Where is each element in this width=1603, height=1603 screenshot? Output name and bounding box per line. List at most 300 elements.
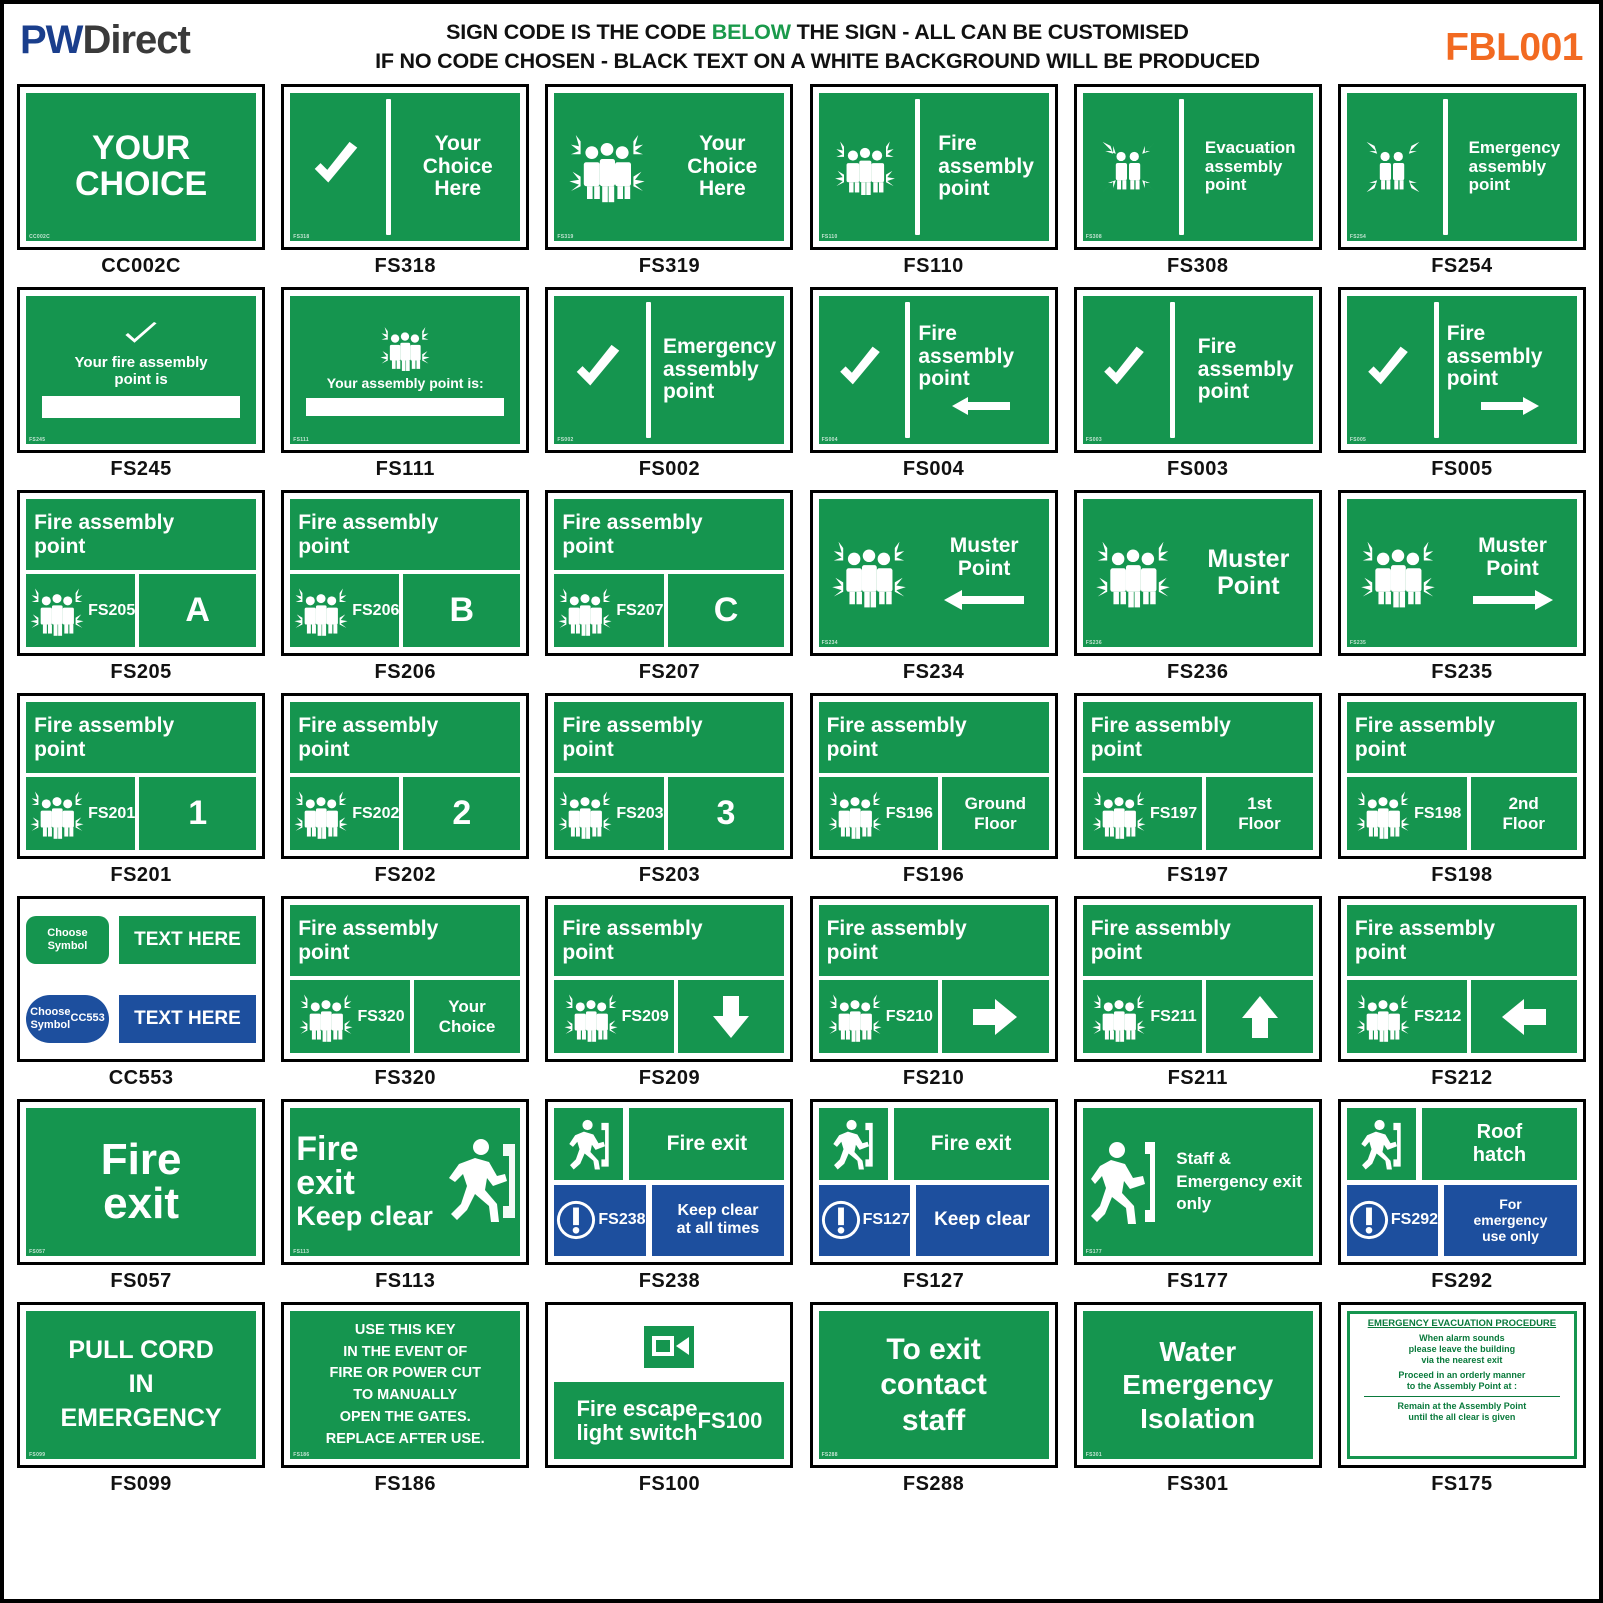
sign-fs175 (1347, 1311, 1577, 1459)
sign-line: point (1354, 940, 1407, 964)
sign-code-caption: FS210 (902, 1067, 965, 1089)
assembly-icon-panel (554, 574, 663, 647)
sign-cell-fs201 (14, 693, 268, 896)
sign-box[interactable] (1338, 1099, 1586, 1265)
sign-line: point (298, 940, 350, 964)
fill-in-field[interactable] (306, 398, 504, 416)
exit-pictogram-panel (554, 1108, 623, 1180)
proc-line: Proceed in an orderly manner (1398, 1370, 1526, 1381)
sign-header (819, 702, 1049, 773)
exclamation-circle-icon (819, 1198, 863, 1242)
sign-box[interactable] (281, 287, 529, 453)
exit-pictogram-panel (1347, 1108, 1416, 1180)
sign-box[interactable] (1338, 287, 1586, 453)
sign-cell-fs057 (14, 1099, 268, 1302)
page-header (14, 10, 1589, 84)
sign-fs196 (819, 702, 1049, 850)
running-man-exit-icon (1359, 1117, 1403, 1171)
sign-cell-fs198 (1335, 693, 1589, 896)
sign-header (26, 499, 256, 570)
sign-fs111 (290, 296, 520, 444)
sign-line: point (562, 940, 614, 964)
sign-line: Your (699, 131, 746, 155)
sign-box[interactable] (545, 84, 793, 250)
sign-code-caption: CC002C (101, 255, 181, 277)
sign-tag: FS245 (29, 436, 46, 443)
sign-cell-fs210 (807, 896, 1061, 1099)
sign-line: Choice (422, 154, 493, 178)
sign-cell-fs113 (278, 1099, 532, 1302)
sign-line: exit (103, 1179, 179, 1228)
proc-line: Remain at the Assembly Point (1397, 1401, 1527, 1412)
assembly-label (1471, 777, 1577, 850)
sign-line: point (826, 940, 878, 964)
sign-tag: FS292 (1390, 1211, 1439, 1229)
sign-tag: FS301 (1085, 1451, 1102, 1458)
sign-fs210 (819, 905, 1049, 1053)
sign-header (819, 905, 1049, 976)
sign-tag: FS005 (1349, 436, 1367, 443)
sign-fs205 (26, 499, 256, 647)
sign-box[interactable] (545, 287, 793, 453)
sign-cc553 (26, 905, 256, 1053)
sign-line: assembly (606, 510, 703, 534)
sign-box[interactable] (545, 490, 793, 656)
direction-panel (942, 980, 1048, 1053)
sign-line: OPEN THE GATES. (339, 1408, 471, 1425)
sign-line: Choice (687, 154, 758, 178)
sign-tag: FS207 (616, 601, 664, 619)
brand-logo (20, 12, 190, 60)
choose-symbol-green[interactable] (26, 916, 109, 964)
sign-line: Your (448, 996, 486, 1016)
sign-code-caption: FS099 (110, 1473, 172, 1495)
sign-divider (1443, 99, 1448, 235)
sign-cell-fs236 (1071, 490, 1325, 693)
sign-line: Fire (938, 131, 977, 155)
assembly-label: 1 (139, 777, 256, 850)
sign-box[interactable] (281, 84, 529, 250)
sign-line: EMERGENCY (60, 1403, 222, 1432)
keep-clear-label (916, 1185, 1049, 1257)
sign-line: point (34, 534, 86, 558)
light-switch-icon-panel (554, 1311, 784, 1382)
sign-fs245 (26, 296, 256, 444)
sign-line: IN (128, 1370, 154, 1399)
sign-code-caption: FS205 (110, 661, 172, 683)
header-line-1c: THE SIGN - ALL CAN BE CUSTOMISED (790, 20, 1189, 44)
assembly-people-icon (290, 585, 352, 637)
sign-box[interactable] (17, 287, 265, 453)
sign-divider (386, 99, 391, 235)
sign-line: staff (901, 1403, 966, 1437)
assembly-people-icon (26, 788, 88, 840)
sign-line: Here (698, 177, 746, 201)
sign-line: Fire (298, 510, 337, 534)
assembly-label (1206, 777, 1312, 850)
exclamation-circle-icon (1347, 1198, 1391, 1242)
sign-line: Fire (826, 713, 866, 737)
sign-line: point (1204, 175, 1247, 195)
sign-box[interactable] (1074, 693, 1322, 859)
sign-line: Fire (826, 916, 866, 940)
sign-line: point (662, 380, 715, 404)
sign-header (1083, 905, 1313, 976)
assembly-label: B (403, 574, 520, 647)
sign-box[interactable] (1338, 490, 1586, 656)
assembly-people-icon (295, 991, 357, 1043)
tick-icon (121, 322, 161, 348)
sign-cell-fs301 (1071, 1302, 1325, 1505)
sign-tag: FS235 (1349, 639, 1367, 646)
sign-code-caption: FS113 (375, 1270, 436, 1292)
assembly-people-icon (826, 537, 912, 609)
sign-box[interactable] (1338, 84, 1586, 250)
sign-cell-fs177 (1071, 1099, 1325, 1302)
sign-cell-fs207 (542, 490, 796, 693)
sign-line: Keep clear (677, 1202, 759, 1220)
sign-divider (915, 99, 920, 235)
sign-line: Emergency exit (1176, 1171, 1302, 1191)
sign-line: point (1446, 367, 1499, 391)
running-man-exit-icon (1091, 1136, 1157, 1228)
sign-fs308 (1083, 93, 1313, 241)
sign-tag: FS002 (557, 436, 574, 443)
sign-line: point (562, 737, 614, 761)
sign-tag: FS288 (821, 1451, 838, 1458)
sign-tag: FS209 (621, 1007, 669, 1025)
text-here-green: TEXT HERE (119, 916, 256, 964)
proc-title: EMERGENCY EVACUATION PROCEDURE (1367, 1318, 1557, 1329)
sign-divider (1179, 99, 1184, 235)
sign-line: point (1197, 380, 1250, 404)
assembly-icon-panel (554, 980, 674, 1053)
sign-fs186 (290, 1311, 520, 1459)
sign-box[interactable] (1074, 84, 1322, 250)
sign-fs177 (1083, 1108, 1313, 1256)
sign-tag: FS197 (1149, 804, 1198, 822)
sign-code-caption: FS292 (1431, 1270, 1493, 1292)
sign-box[interactable] (281, 693, 529, 859)
assembly-people-icon (824, 788, 886, 840)
sign-code-caption: FS175 (1431, 1473, 1493, 1495)
sign-code-caption: FS301 (1167, 1473, 1229, 1495)
sign-code-caption: FS308 (1167, 255, 1229, 277)
sign-line: To exit (886, 1332, 981, 1366)
sign-code-caption: FS197 (1167, 864, 1229, 886)
assembly-people-icon (26, 585, 88, 637)
assembly-people-icon (560, 991, 622, 1043)
sign-line: Your assembly point is: (326, 374, 484, 391)
sign-line: REPLACE AFTER USE. (325, 1430, 485, 1447)
sign-cell-fs318 (278, 84, 532, 287)
sign-cell-fs320 (278, 896, 532, 1099)
sign-box[interactable] (281, 1099, 529, 1265)
mandatory-panel (1347, 1185, 1438, 1257)
sign-line: assembly (78, 713, 175, 737)
sign-box[interactable] (810, 84, 1058, 250)
sign-header (290, 702, 520, 773)
sign-code-caption: FS235 (1431, 661, 1493, 683)
sign-line: Here (434, 177, 482, 201)
sign-code-caption: FS177 (1167, 1270, 1229, 1292)
sign-line: point (34, 737, 86, 761)
exit-pictogram-panel (819, 1108, 888, 1180)
sign-line: use only (1482, 1228, 1539, 1245)
assembly-people-icon (1088, 991, 1150, 1043)
sign-box[interactable] (281, 896, 529, 1062)
mandatory-panel (554, 1185, 645, 1257)
sign-line: Fire (296, 1130, 359, 1169)
sign-line: Point (957, 557, 1011, 580)
sign-tag: FS004 (821, 436, 838, 443)
arrow-down-icon (712, 994, 750, 1040)
sign-code-caption: FS186 (374, 1473, 436, 1495)
sign-cell-fs196 (807, 693, 1061, 896)
sign-line: point (1468, 175, 1511, 195)
sign-fs099 (26, 1311, 256, 1459)
sign-fs319 (554, 93, 784, 241)
sign-code-caption: FS196 (902, 864, 965, 886)
sign-line: Fire (298, 916, 337, 940)
sign-fs209 (554, 905, 784, 1053)
sign-code-caption: CC553 (108, 1067, 174, 1089)
sign-line: Muster (1478, 534, 1547, 558)
header-line-1a: SIGN CODE IS THE CODE (446, 20, 712, 44)
kc2: clear (369, 1201, 433, 1232)
sign-divider (905, 302, 910, 438)
sign-fs301 (1083, 1311, 1313, 1459)
sign-fs002 (554, 296, 784, 444)
assembly-label: 3 (668, 777, 785, 850)
sign-tag: FS196 (885, 804, 933, 822)
sign-box[interactable] (17, 693, 265, 859)
arrow-left-icon (950, 395, 1012, 417)
sign-tag: FS201 (88, 804, 136, 822)
sign-code-caption: FS005 (1431, 458, 1493, 480)
sign-code-caption: FS002 (638, 458, 701, 480)
sign-line: assembly (1197, 357, 1294, 381)
sign-line: Water (1159, 1336, 1237, 1368)
sign-box[interactable] (1074, 490, 1322, 656)
sign-header (26, 702, 256, 773)
sign-cell-fs099 (14, 1302, 268, 1505)
sign-line: clear (985, 1209, 1031, 1231)
fire-exit-label: Fire exit (629, 1108, 784, 1180)
assembly-people-icon (554, 788, 616, 840)
sign-fs003 (1083, 296, 1313, 444)
sign-cell-fs292 (1335, 1099, 1589, 1302)
evacuation-arrows-icon (1360, 136, 1426, 198)
tick-icon (1361, 343, 1415, 397)
sign-cell-fs238 (542, 1099, 796, 1302)
sign-box[interactable] (17, 896, 265, 1062)
sign-line: Fire (1090, 713, 1130, 737)
sign-box[interactable] (281, 1302, 529, 1468)
sign-line: assembly (1399, 713, 1495, 737)
sign-box[interactable] (1074, 896, 1322, 1062)
sign-line: Emergency (1122, 1369, 1274, 1401)
sign-code-caption: FS207 (638, 661, 701, 683)
sign-line: 1st (1247, 793, 1272, 813)
assembly-people-icon (824, 991, 886, 1043)
assembly-icon-panel (1083, 777, 1203, 850)
sign-cell-fs202 (278, 693, 532, 896)
sign-line: Emergency (1468, 138, 1561, 158)
sign-tag: FS113 (293, 1248, 310, 1255)
sign-tag: FS177 (1085, 1248, 1102, 1255)
sign-tag: FS236 (1085, 639, 1102, 646)
sign-code-caption: FS211 (1167, 1067, 1228, 1089)
direction-panel (678, 980, 784, 1053)
running-man-exit-icon (445, 1134, 519, 1226)
sign-tag: FS100 (697, 1407, 763, 1433)
sign-line: Fire (1354, 713, 1394, 737)
direction-panel (1471, 980, 1577, 1053)
sign-code-caption: FS245 (110, 458, 172, 480)
sign-line: point (938, 177, 990, 201)
sign-box[interactable] (545, 896, 793, 1062)
sign-line: USE THIS KEY (354, 1321, 456, 1338)
sign-fs198 (1347, 702, 1577, 850)
sign-tag: FS205 (88, 601, 136, 619)
sign-line: point (298, 737, 350, 761)
sign-cell-fs127 (807, 1099, 1061, 1302)
sign-cell-fs211 (1071, 896, 1325, 1099)
sign-fs238 (554, 1108, 784, 1256)
sign-line: Point (1217, 572, 1280, 600)
running-man-exit-icon (831, 1117, 875, 1171)
sign-box[interactable] (810, 1099, 1058, 1265)
sign-cell-fs005 (1335, 287, 1589, 490)
sign-tag: FS186 (293, 1451, 310, 1458)
sign-line: Ground (964, 793, 1027, 813)
assembly-label: 2 (403, 777, 520, 850)
sign-cell-fs100 (542, 1302, 796, 1505)
sign-box[interactable] (1074, 1302, 1322, 1468)
sign-box[interactable] (1074, 287, 1322, 453)
sign-tag: FS238 (598, 1211, 646, 1229)
sign-code-caption: FS318 (374, 255, 436, 277)
proc-line: to the Assembly Point at : (1406, 1381, 1517, 1392)
sign-box[interactable] (545, 1099, 793, 1265)
fire-escape-light-switch-icon (643, 1325, 695, 1369)
sign-line: assembly (1399, 916, 1495, 940)
sign-box[interactable] (545, 693, 793, 859)
sign-line: only (1176, 1194, 1212, 1214)
light-switch-label (554, 1382, 784, 1459)
assembly-people-icon (1352, 788, 1414, 840)
sign-tag: FS212 (1414, 1007, 1462, 1025)
sign-line: Floor (1502, 813, 1545, 833)
assembly-icon-panel (290, 574, 399, 647)
sign-fs110 (819, 93, 1049, 241)
sign-tag: FS210 (885, 1007, 933, 1025)
sign-line: Staff & (1176, 1148, 1232, 1168)
sign-line: point (1354, 737, 1407, 761)
logo-direct: Direct (82, 18, 190, 62)
sign-box[interactable] (1338, 1302, 1586, 1468)
sign-box[interactable] (810, 896, 1058, 1062)
sign-line: Muster (949, 534, 1019, 558)
sign-code-caption: FS110 (903, 255, 964, 277)
sign-line: Isolation (1140, 1402, 1256, 1434)
sign-fs004 (819, 296, 1049, 444)
sign-tag: FS320 (357, 1007, 405, 1025)
header-line-2: IF NO CODE CHOSEN - BLACK TEXT ON A WHITE BACKGROUND WILL BE PRODUCED (375, 48, 1260, 73)
fill-in-field[interactable] (42, 396, 240, 418)
choose-symbol-blue[interactable] (26, 995, 109, 1043)
sign-box[interactable] (1338, 896, 1586, 1062)
sign-tag: FS110 (821, 233, 838, 240)
sign-line: assembly (1446, 344, 1543, 368)
sign-box[interactable] (810, 693, 1058, 859)
proc-line: via the nearest exit (1421, 1354, 1503, 1365)
sign-line: Fire (562, 713, 601, 737)
sign-fs211 (1083, 905, 1313, 1053)
sign-tag: FS203 (616, 804, 664, 822)
fire-exit-label: Fire exit (894, 1108, 1049, 1180)
sign-box[interactable] (17, 490, 265, 656)
sign-divider (1170, 302, 1175, 438)
sign-line: Keep (934, 1209, 981, 1231)
sign-box[interactable] (17, 1099, 265, 1265)
assembly-icon-panel (1083, 980, 1203, 1053)
sign-fs235 (1347, 499, 1577, 647)
sign-box[interactable] (281, 490, 529, 656)
logo-pw: PW (20, 18, 83, 62)
sign-code-caption: FS057 (110, 1270, 172, 1292)
sign-code-caption: FS212 (1431, 1067, 1493, 1089)
sign-code-caption: FS209 (638, 1067, 701, 1089)
assembly-label: C (668, 574, 785, 647)
sign-tag: CC553 (70, 1012, 105, 1025)
sign-line: assembly (662, 357, 759, 381)
sign-line: Fire (100, 1135, 182, 1184)
sign-fs254 (1347, 93, 1577, 241)
sign-line: Fire (1354, 916, 1394, 940)
sign-header (554, 905, 784, 976)
sign-line: contact (880, 1368, 987, 1402)
sign-fs201 (26, 702, 256, 850)
sign-fs057 (26, 1108, 256, 1256)
sign-box[interactable] (810, 287, 1058, 453)
assembly-icon-panel (1347, 980, 1467, 1053)
kc1: Keep (296, 1201, 363, 1232)
sign-cell-fs245 (14, 287, 268, 490)
sign-line: assembly (342, 916, 439, 940)
header-line-1-below: BELOW (711, 20, 791, 44)
sign-line: exit (296, 1164, 355, 1203)
sign-tag: FS175 (1349, 1451, 1367, 1458)
sign-box[interactable] (1074, 1099, 1322, 1265)
sign-tag: FS318 (293, 233, 310, 240)
sign-line: Floor (974, 813, 1017, 833)
sign-box[interactable] (810, 1302, 1058, 1468)
sign-line: Fire (1446, 321, 1486, 345)
sign-header (1347, 702, 1577, 773)
sign-box[interactable] (1338, 693, 1586, 859)
sign-box[interactable] (810, 490, 1058, 656)
sign-line: IN THE EVENT OF (343, 1343, 468, 1360)
sign-box[interactable] (17, 1302, 265, 1468)
sign-line: assembly (870, 713, 967, 737)
header-line-1 (190, 18, 1445, 47)
sign-box[interactable] (545, 1302, 793, 1468)
assembly-people-icon (1088, 788, 1150, 840)
sign-fs318 (290, 93, 520, 241)
sign-box[interactable] (17, 84, 265, 250)
